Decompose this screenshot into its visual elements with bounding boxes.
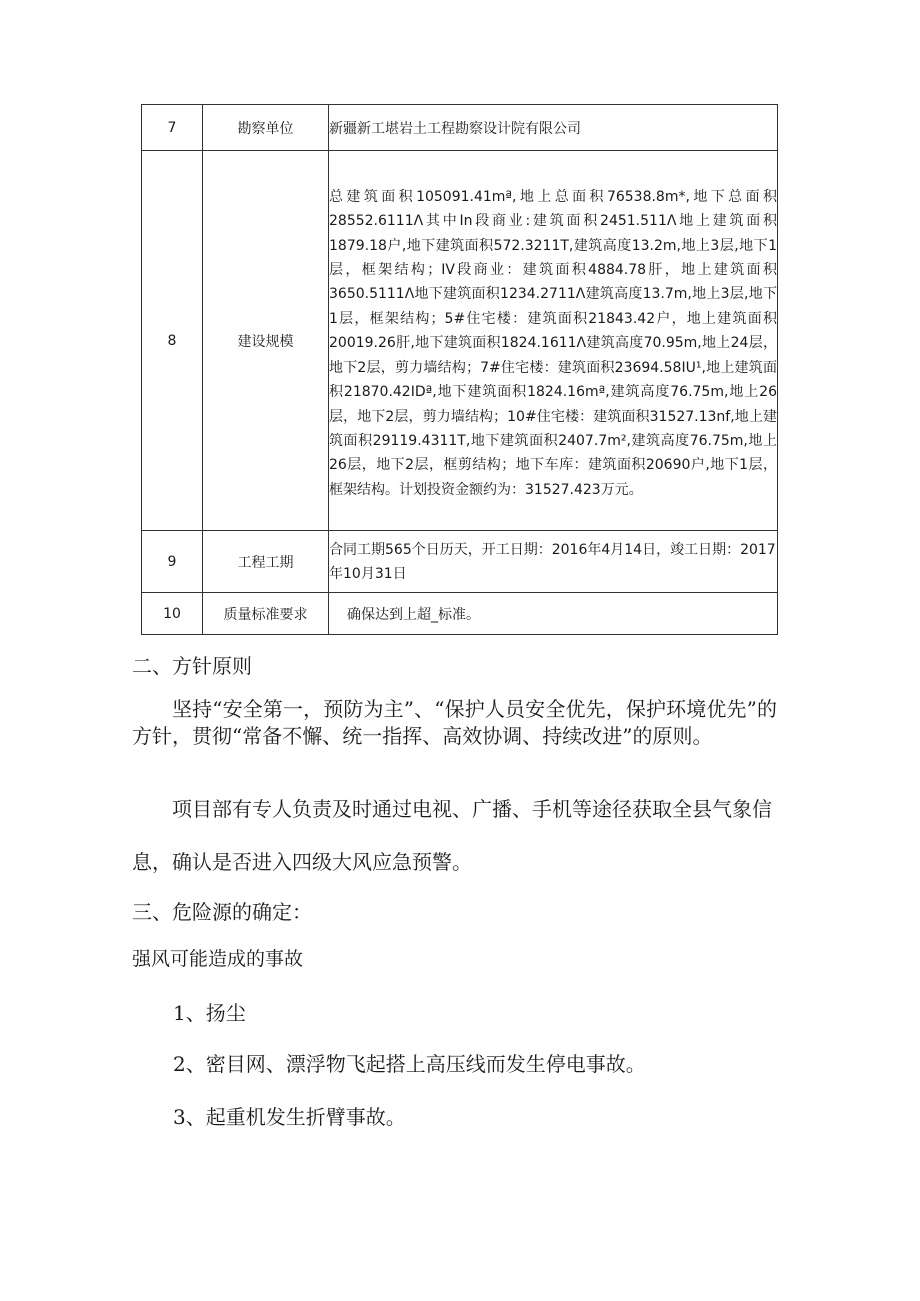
row-content: 确保达到上超_标准。 — [329, 593, 778, 635]
row-number: 10 — [142, 593, 203, 635]
paragraph: 坚持“安全第一，预防为主”、“保护人员安全优先，保护环境优先”的方针，贯彻“常备不懈、统一指挥、高效协调、持续改进”的原则。 — [132, 697, 777, 748]
row-label: 工程工期 — [203, 531, 329, 593]
list-item: 2、密目网、漂浮物飞起搭上高压线而发生停电事故。 — [173, 1052, 646, 1076]
row-content: 合同工期565个日历天，开工日期：2016年4月14日，竣工日期：2017年10月31日 — [329, 541, 776, 582]
row-number: 8 — [142, 151, 203, 531]
list-item: 1、扬尘 — [173, 1001, 246, 1025]
row-number: 9 — [142, 531, 203, 593]
row-label: 质量标准要求 — [203, 593, 329, 635]
row-content: 新疆新工堪岩土工程勘察设计院有限公司 — [329, 105, 778, 151]
project-info-table — [141, 104, 778, 635]
section-heading: 三、危险源的确定： — [132, 900, 312, 924]
table-row — [142, 593, 778, 635]
row-number: 7 — [142, 105, 203, 151]
table-row — [142, 531, 778, 593]
table-row — [142, 151, 778, 531]
intro-text: 强风可能造成的事故 — [132, 948, 304, 970]
row-label: 建设规模 — [203, 151, 329, 531]
paragraph-line: 项目部有专人负责及时通过电视、广播、手机等途径获取全县气象信 — [172, 797, 772, 821]
paragraph-line: 息，确认是否进入四级大风应急预警。 — [132, 850, 472, 874]
row-content: 总建筑面积105091.41mª,地上总面积76538.8m*,地下总面积28552.6111Λ其中In段商业:建筑面积2451.511Λ地上建筑面积1879.18户,地下建筑面积572.3211T,建筑高度13.2m,地上3层,地下1层，框架结构；IV段商业：建筑面积4884.78肝，地上建筑面积3650.5111Λ地下建筑面积1234.2711Λ建筑高度13.7m,地上3层,地下1层，框架结构；5#住宅楼：建筑面积21843.42户，地上建筑面积20019.26肝,地下建筑面积1824.1611Λ建筑高度70.95m,地上24层，地下2层，剪力墙结构；7#住宅楼：建筑面积23694.58IU¹,地上建筑面积21870.42IDª,地下建筑面积1824.16mª,建筑高度76.75m,地上26层，地下2层，剪力墙结构；10#住宅楼：建筑面积31527.13nf,地上建筑面积29119.4311T,地下建筑面积2407.7m²,建筑高度76.75m,地上26层，地下2层，框剪结构；地下车库：建筑面积20690户,地下1层，框架结构。计划投资金额约为：31527.423万元。 — [329, 188, 777, 498]
row-label: 勘察单位 — [203, 105, 329, 151]
table-row — [142, 105, 778, 151]
list-item: 3、起重机发生折臂事故。 — [173, 1105, 406, 1129]
section-heading: 二、方针原则 — [132, 654, 252, 678]
